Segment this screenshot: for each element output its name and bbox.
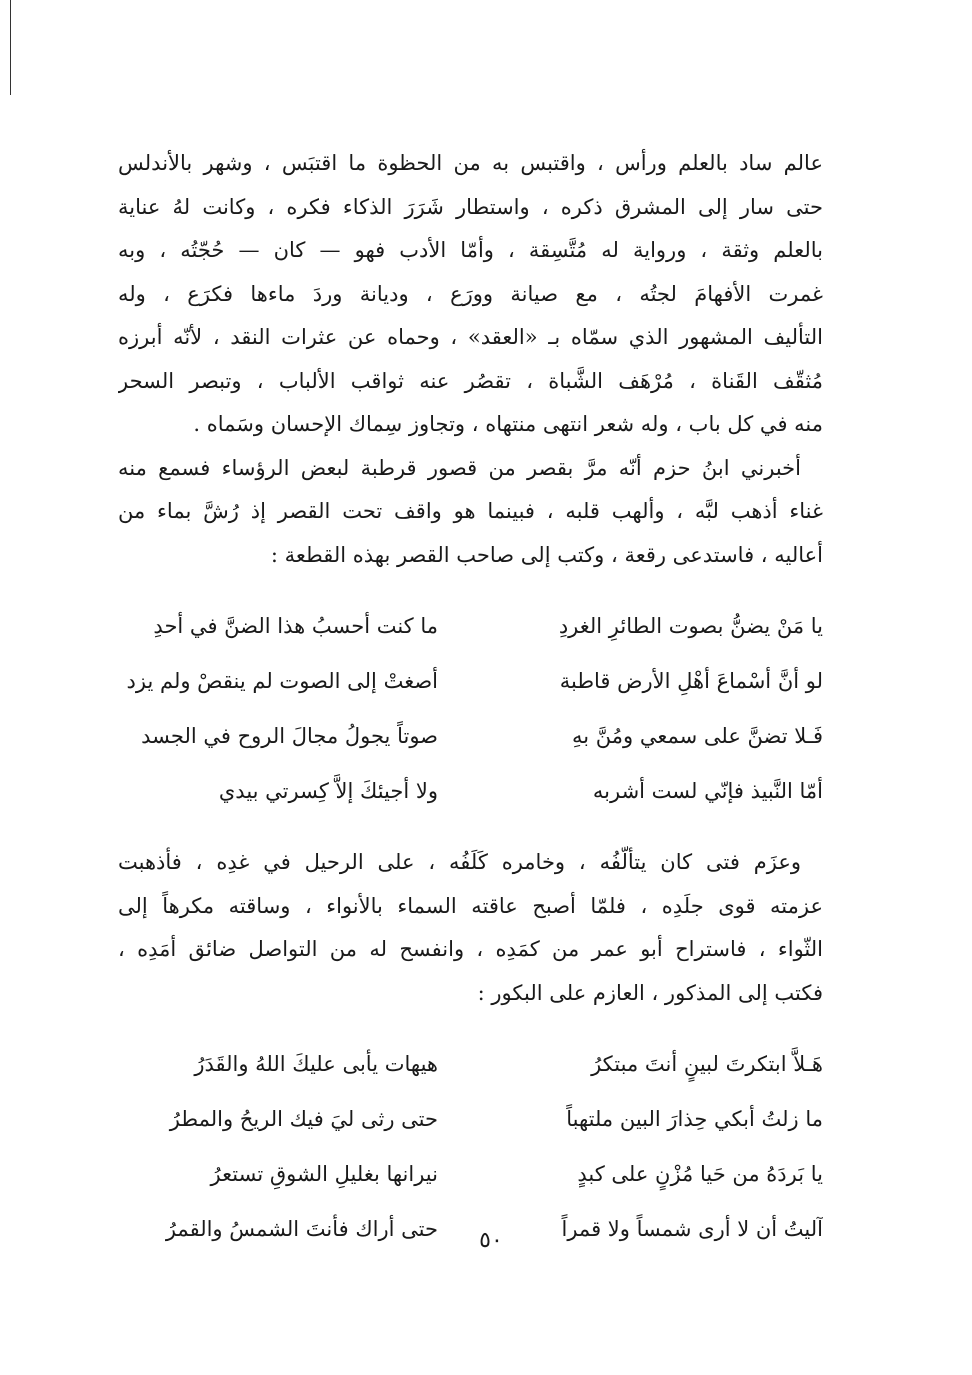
text-line: أعاليه ، فاستدعى رقعة ، وكتب إلى صاحب القصر بهذه القطعة : [270, 542, 823, 567]
poem-first [118, 599, 823, 819]
poem-verse [118, 654, 823, 709]
verse-first-hemistich: هَـلاَّ ابتكرتَ لبينٍ أنتَ مبتكرُ [591, 1052, 823, 1076]
verse-second-hemistich: حتى رثى ليَ فيك الريحُ والمطرُ [169, 1107, 438, 1131]
verse-first-hemistich: أمّا النَّبيذ فإنّي لست أشربه [592, 779, 823, 803]
text-line: بالعلم وثقة ، ورواية له مُتَّسِقة ، وأمّا الأدب فهو — كان — حُجّتُه ، وبه [118, 238, 823, 262]
page-number: ٥٠ [479, 1228, 503, 1253]
text-line: غمرت الأفهامَ لجتُه ، مع صيانة وورَع ، وديانة وردَ ماءها فكرَع ، وله [118, 281, 823, 306]
verse-second-hemistich: أصغتْ إلى الصوت لم ينقصْ ولم يزد [126, 669, 438, 693]
text-line: وعزَم فتى كان يتألّفُه ، وخامره كَلَفُه ، على الرحيل في غدِه ، فأذهبت [118, 850, 801, 874]
poem-second [118, 1037, 823, 1257]
page-body [118, 142, 823, 1257]
text-line: التأليف المشهور الذي سمّاه بـ «العقد» ، وحماه عن عثرات النقد ، لأنّه أبرزه [118, 325, 823, 349]
verse-second-hemistich: حتى أراك فأنتَ الشمسُ والقمرُ [165, 1217, 438, 1241]
text-line: منه في كل باب ، وله شعر انتهى منتهاه ، وتجاوز سِماك الإحسان وسَماه . [193, 412, 823, 436]
poem-verse [118, 599, 823, 654]
verse-second-hemistich: ما كنت أحسبُ هذا الضنَّ في أحدِ [153, 614, 438, 638]
verse-second-hemistich: نيرانها بغليلِ الشوقِ تستعرُ [210, 1162, 438, 1186]
text-line: عزمته قوى جلَدِه ، فلمّا أصبح عاقته السماء بالأنواء ، وساقته مكرهاً إلى [118, 893, 823, 918]
paragraph-narrative [118, 841, 823, 1015]
poem-verse [118, 764, 823, 819]
poem-verse [118, 1037, 823, 1092]
verse-first-hemistich: لو أنَّ أسْماعَ أهْلِ الأرض قاطبة [559, 669, 823, 693]
verse-second-hemistich: هيهات يأبى عليكَ اللهُ والقَدَرُ [194, 1052, 438, 1076]
page-edge-line [10, 0, 11, 95]
verse-first-hemistich: فَـلا تضنَّ على سمعي ومُنَّ بهِ [572, 724, 823, 748]
poem-verse [118, 709, 823, 764]
text-line: عالم ساد بالعلم ورأس ، واقتبس به من الحظوة ما اقتبَس ، وشهر بالأندلس [118, 151, 823, 175]
text-line: أخبرني ابنُ حزم أنّه مرَّ بقصر من قصور قرطبة لبعض الرؤساء فسمع منه [118, 455, 801, 480]
paragraph-biography [118, 142, 823, 577]
verse-first-hemistich: ما زلتُ أبكي حِذارَ البين ملتهباً [566, 1107, 823, 1131]
text-line: حتى سار إلى المشرق ذكره ، واستطار شَرَرَ الذكاء فكره ، وكانت لهُ عناية [118, 194, 823, 219]
verse-first-hemistich: يا بَردَهُ من حَيا مُزْنٍ على كبدٍ [577, 1162, 823, 1186]
text-line: مُثقّف القَناة ، مُرْهَف الشَّباة ، تقصُر عنه ثواقب الألباب ، وتبصر السحر [118, 368, 823, 393]
verse-second-hemistich: ولا أجيئكَ إلاَّ كِسرتي بيدي [218, 779, 438, 803]
verse-first-hemistich: يا مَنْ يضنُّ بصوت الطائرِ الغردِ [558, 614, 823, 638]
poem-verse [118, 1092, 823, 1147]
text-line: الثّواء ، فاستراح أبو عمر من كمَدِه ، وانفسح له من التواصل ضائق أمَدِه ، [118, 937, 823, 961]
poem-verse [118, 1147, 823, 1202]
text-line: فكتب إلى المذكور ، العازم على البكور : [477, 980, 823, 1005]
verse-second-hemistich: صوتاً يجولُ مجالَ الروح في الجسد [141, 724, 438, 748]
verse-first-hemistich: آليتُ أن لا أرى شمساً ولا قمراً [561, 1217, 823, 1241]
text-line: غناء أذهب لبَّه ، وألهب قلبه ، فبينما هو واقف تحت القصر إذ رُشَّ بماء من [118, 499, 823, 523]
